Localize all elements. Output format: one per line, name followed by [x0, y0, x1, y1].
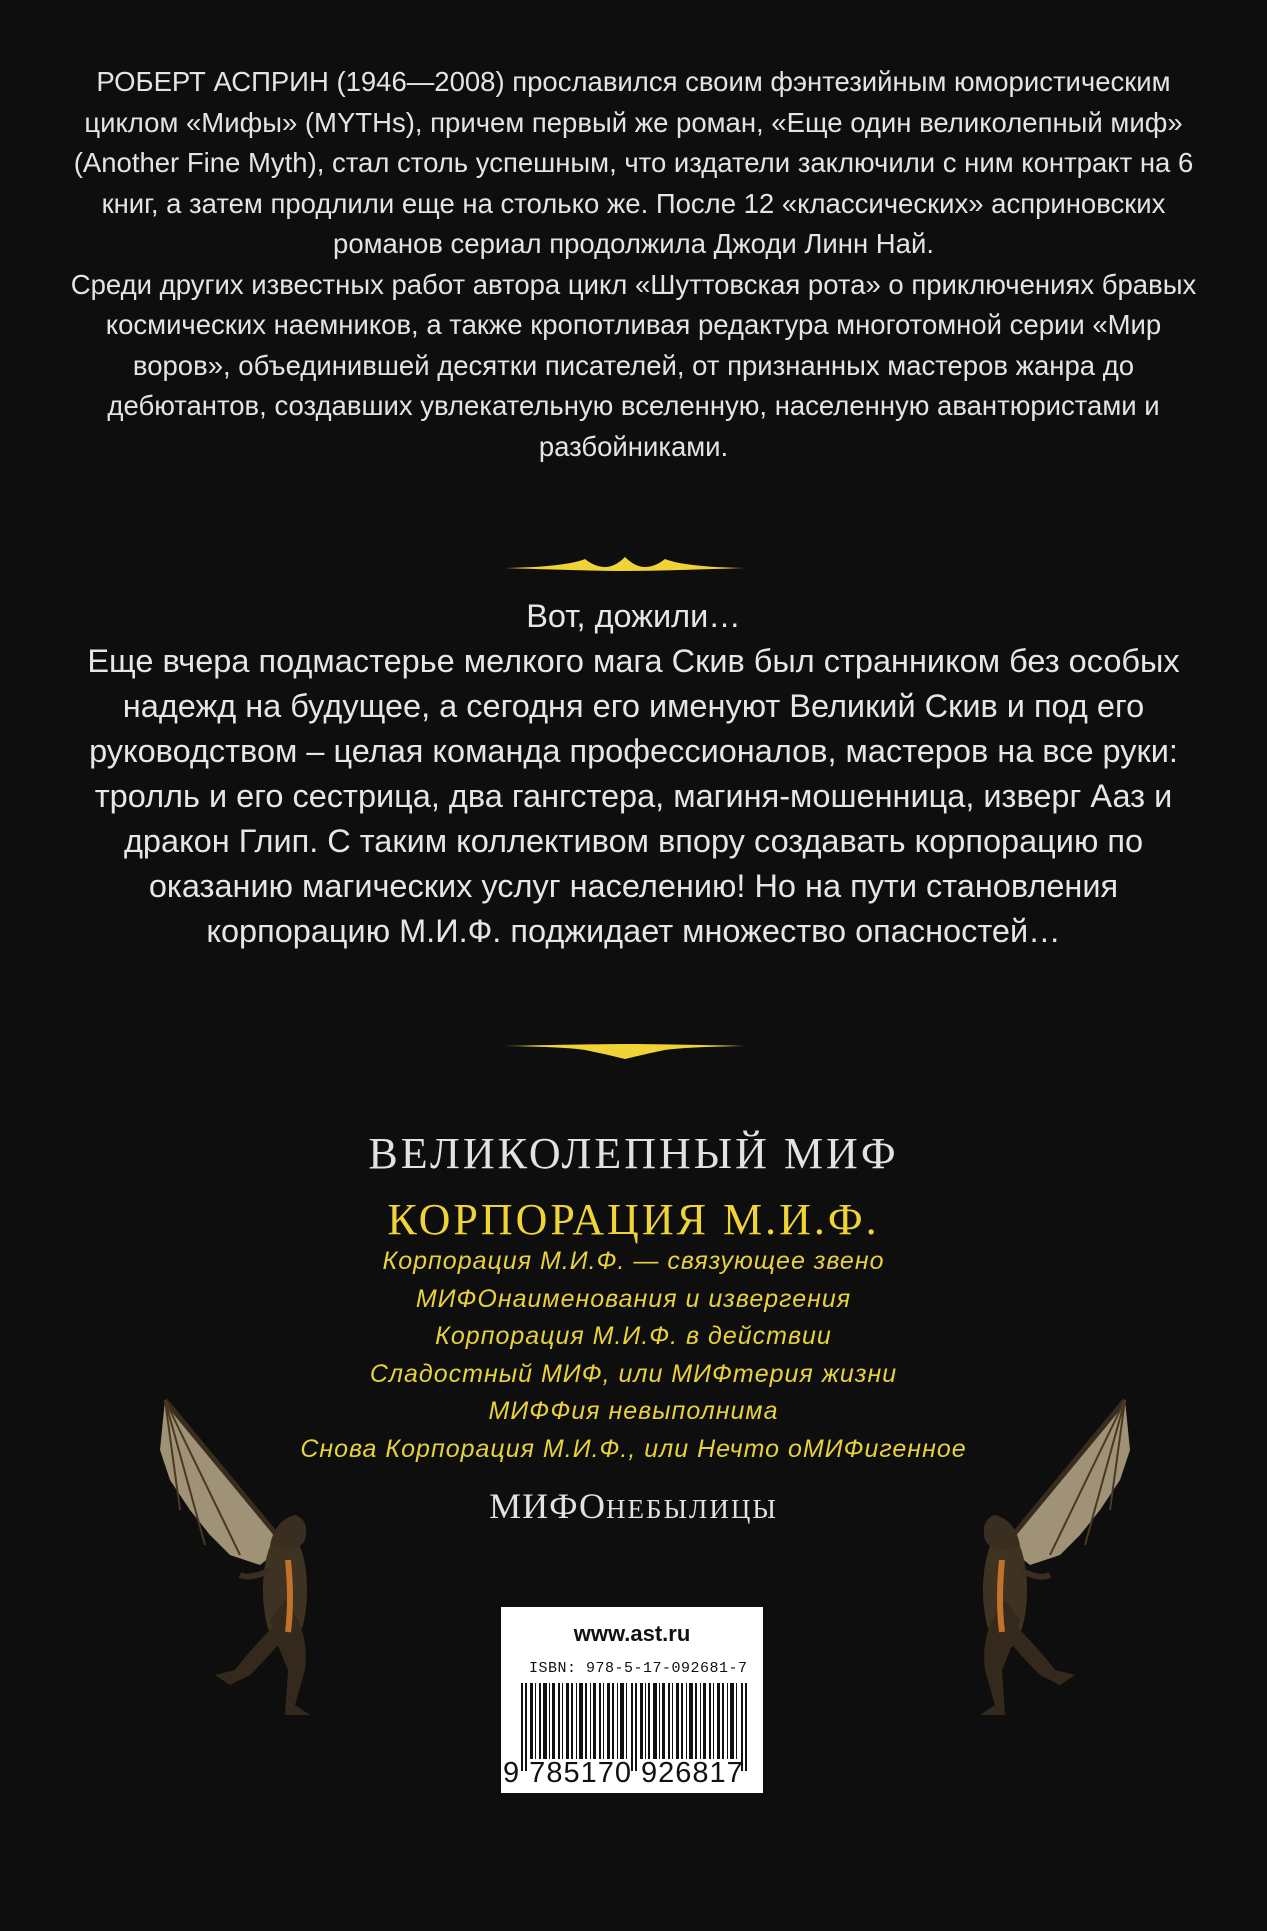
book-list-item: Сладостный МИФ, или МИФтерия жизни	[369, 1359, 898, 1388]
book-blurb	[60, 594, 1207, 954]
isbn-number: ISBN: 978-5-17-092681-7	[529, 1660, 748, 1677]
book-list-item: Корпорация М.И.Ф. в действии	[435, 1322, 832, 1350]
book-list-item: МИФОнаименования и извергения	[415, 1284, 852, 1313]
ornament-divider-icon	[505, 1038, 745, 1062]
series-subtitle: КОРПОРАЦИЯ М.И.Ф.	[387, 1195, 880, 1244]
barcode-panel	[501, 1607, 763, 1793]
series-title: ВЕЛИКОЛЕПНЫЙ МИФ	[368, 1129, 899, 1178]
dragon-icon	[110, 1370, 390, 1730]
dragon-icon	[900, 1370, 1180, 1730]
last-book-title-main: МИФО	[489, 1486, 606, 1526]
last-book-title-rest: НЕБЫЛИЦЫ	[605, 1494, 778, 1524]
ean-digits: 9 785170 926817	[503, 1757, 744, 1789]
book-list-item: Снова Корпорация М.И.Ф., или Нечто оМИФигенное	[300, 1434, 967, 1463]
blurb-paragraph: Еще вчера подмастерье мелкого мага Скив был странником без особых надежд на будущее, а сегодня его именуют Великий Скив и под его руководством – целая команда профессионалов, мастеров на все руки: тролль и его сестрица, два гангстера, магиня-мошенница, изверг Ааз и дракон Глип. С таким коллективом впору создавать корпорацию по оказанию магических услуг населению! Но на пути становления корпорацию М.И.Ф. поджидает множество опасностей…	[87, 643, 1180, 949]
ornament-divider-icon	[505, 555, 745, 579]
author-bio	[60, 62, 1207, 467]
blurb-opening-line: Вот, дожили…	[526, 598, 741, 634]
book-list-item: Корпорация М.И.Ф. — связующее звено	[382, 1247, 885, 1275]
book-list-item: МИФФия невыполнима	[488, 1397, 779, 1425]
bio-paragraph-2: Среди других известных работ автора цикл «Шуттовская рота» о приключениях бравых космических наемников, а также кропотливая редактура многотомной серии «Мир воров», объединившей десятки писателей, от признанных мастеров жанра до дебютантов, создавших увлекательную вселенную, населенную авантюристами и разбойниками.	[70, 268, 1197, 462]
bio-paragraph-1: РОБЕРТ АСПРИН (1946—2008) прославился своим фэнтезийным юмористическим циклом «Мифы» (MYTHs), причем первый же роман, «Еще один великолепный миф» (Another Fine Myth), стал столь успешным, что издатели заключили с ним контракт на 6 книг, а затем продлили еще на столько же. После 12 «классических» асприновских романов сериал продолжила Джоди Линн Най.	[73, 66, 1194, 259]
publisher-website: www.ast.ru	[573, 1621, 691, 1646]
